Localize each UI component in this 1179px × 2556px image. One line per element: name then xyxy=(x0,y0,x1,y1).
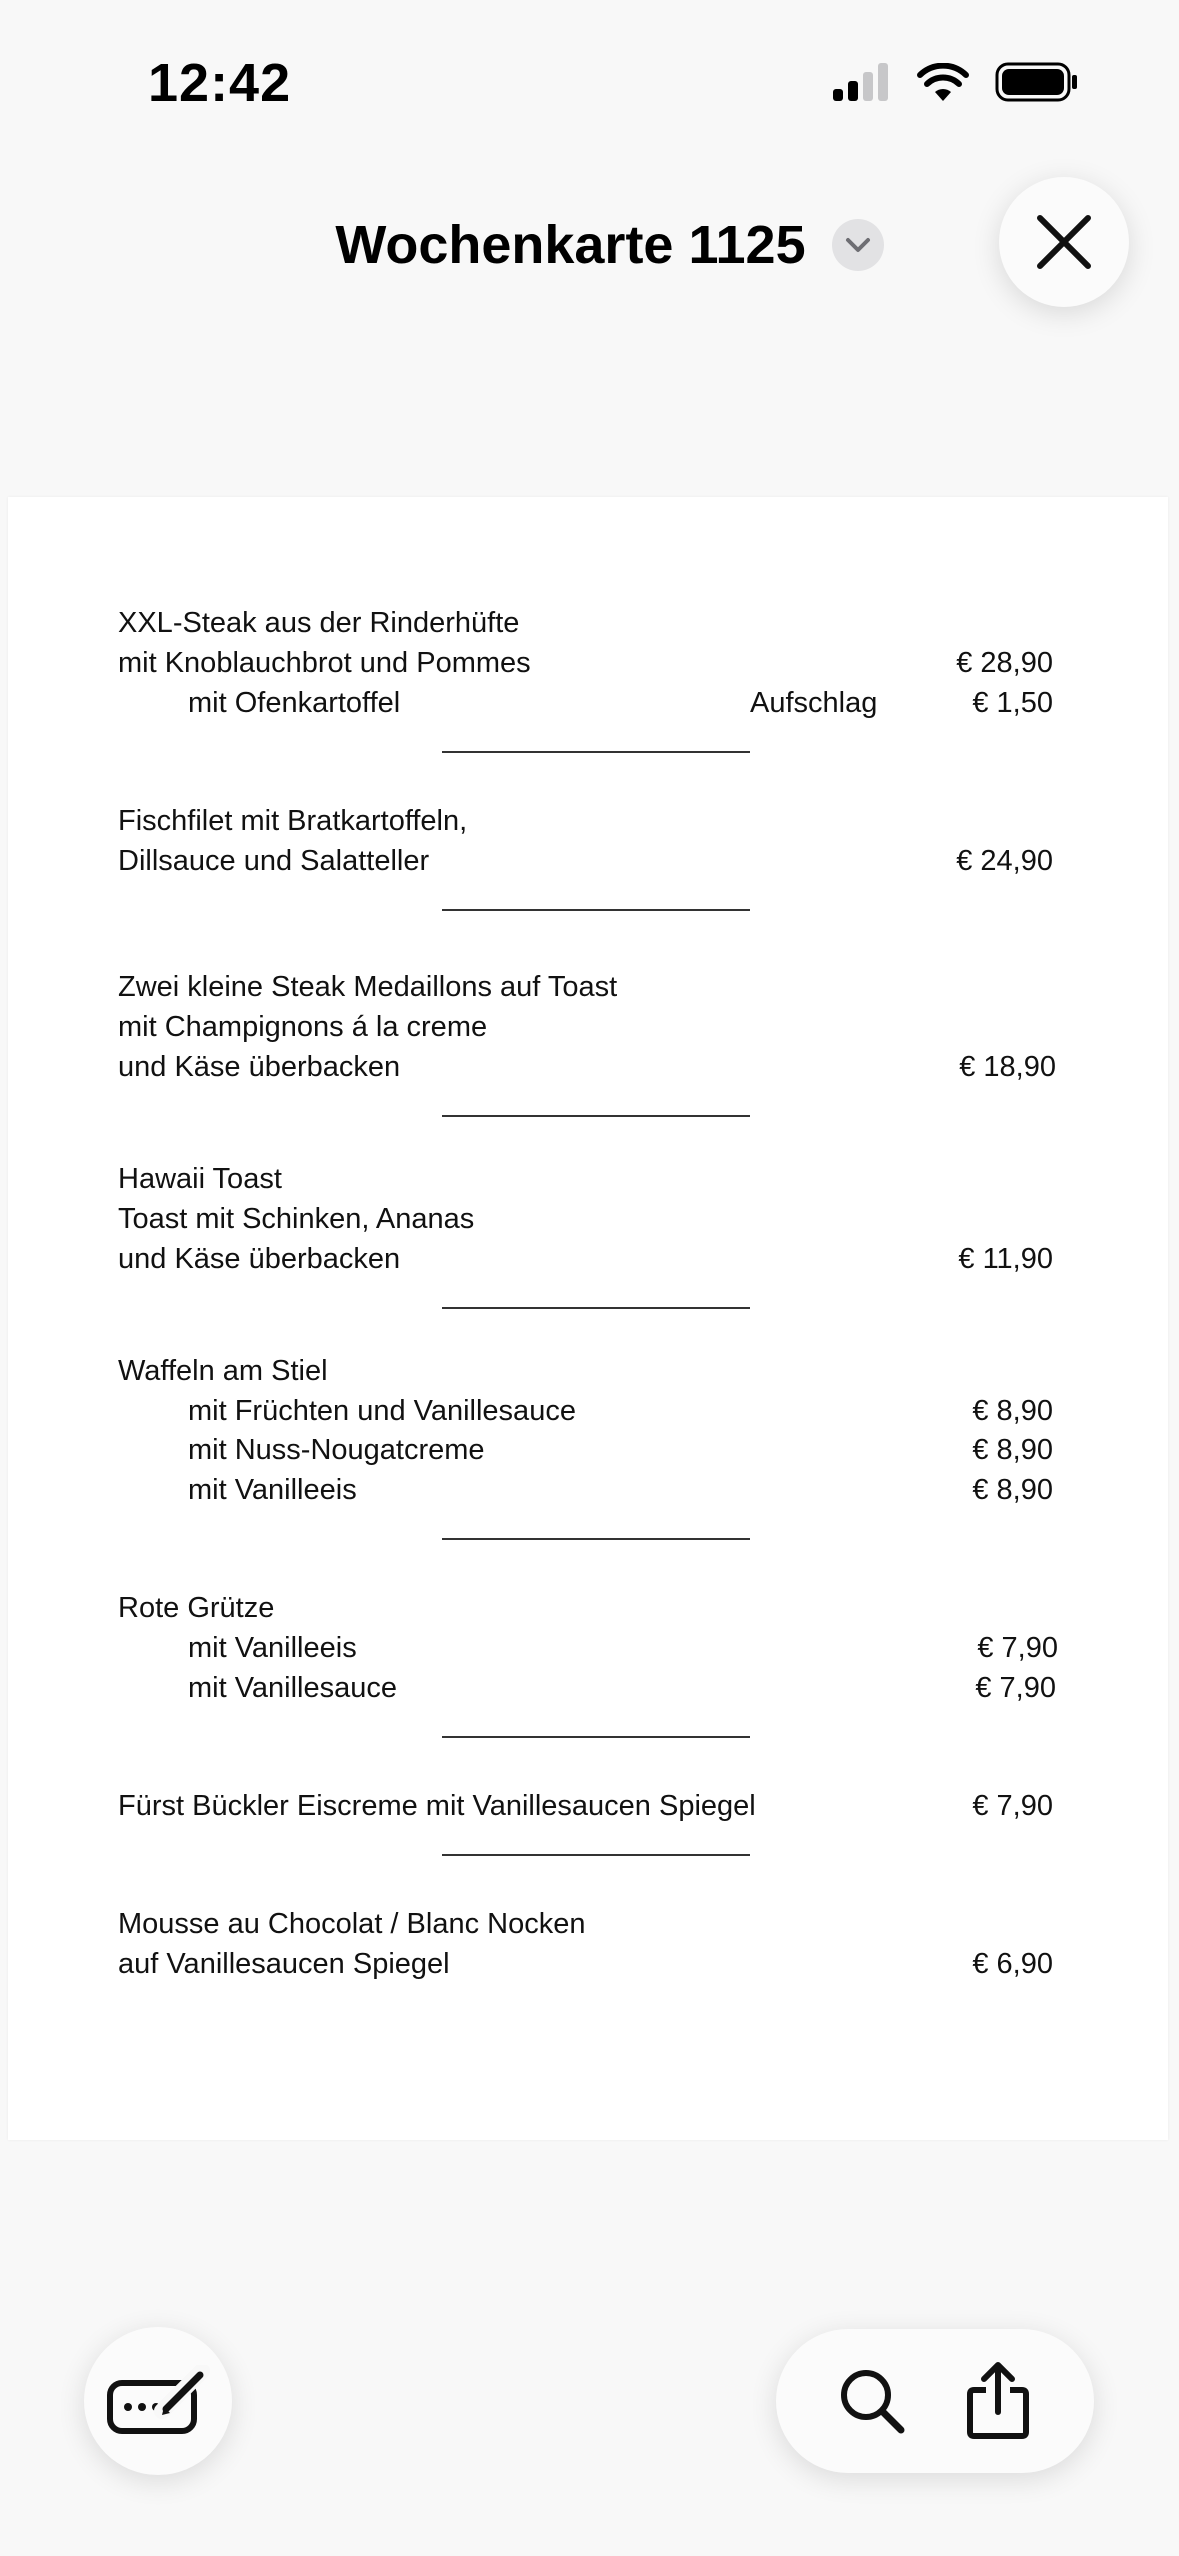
title-menu-button[interactable] xyxy=(832,219,884,271)
menu-item-line: XXL-Steak aus der Rinderhüfte xyxy=(118,607,520,639)
status-icons xyxy=(833,62,1079,102)
menu-item-price: € 28,90 xyxy=(956,647,1053,679)
menu-sub-line: mit Vanilleeis xyxy=(188,1632,357,1664)
surcharge-label: Aufschlag xyxy=(750,687,878,719)
status-bar xyxy=(0,0,1179,150)
menu-item-line: Dillsauce und Salatteller xyxy=(118,845,430,877)
document-title[interactable]: Wochenkarte 1125 xyxy=(335,215,806,275)
separator-line xyxy=(442,751,750,753)
separator-line xyxy=(442,1736,750,1738)
menu-sub-line: mit Vanillesauce xyxy=(188,1672,398,1704)
cellular-signal-icon xyxy=(833,63,891,101)
close-button[interactable] xyxy=(999,177,1129,307)
menu-item-line: auf Vanillesaucen Spiegel xyxy=(118,1948,450,1980)
document-page xyxy=(8,497,1168,2140)
menu-sub-line: mit Nuss-Nougatcreme xyxy=(188,1434,485,1466)
markup-icon xyxy=(106,2365,210,2437)
separator-line xyxy=(442,1538,750,1540)
menu-item-line: und Käse überbacken xyxy=(118,1051,401,1083)
menu-sub-price: € 7,90 xyxy=(977,1632,1058,1664)
status-time: 12:42 xyxy=(148,53,292,113)
share-icon xyxy=(966,2362,1030,2440)
menu-item-line: Zwei kleine Steak Medaillons auf Toast xyxy=(118,971,618,1003)
separator-line xyxy=(442,1854,750,1856)
menu-sub-line: mit Vanilleeis xyxy=(188,1474,357,1506)
search-icon xyxy=(837,2366,907,2436)
menu-sub-price: € 8,90 xyxy=(972,1395,1053,1427)
separator-line xyxy=(442,909,750,911)
menu-item-price: € 24,90 xyxy=(956,845,1053,877)
menu-sub-price: € 1,50 xyxy=(972,687,1053,719)
separator-line xyxy=(442,1307,750,1309)
menu-item-line: Waffeln am Stiel xyxy=(118,1355,328,1387)
wifi-icon xyxy=(917,63,969,101)
menu-item-line: Mousse au Chocolat / Blanc Nocken xyxy=(118,1908,586,1940)
menu-item-line: Hawaii Toast xyxy=(118,1163,282,1195)
menu-item-line: Fürst Bückler Eiscreme mit Vanillesaucen Spiegel xyxy=(118,1790,756,1822)
menu-item-price: € 6,90 xyxy=(972,1948,1053,1980)
markup-button[interactable] xyxy=(84,2327,232,2475)
search-button[interactable] xyxy=(817,2346,927,2456)
menu-sub-price: € 8,90 xyxy=(972,1434,1053,1466)
menu-item-price: € 7,90 xyxy=(972,1790,1053,1822)
menu-item-line: mit Knoblauchbrot und Pommes xyxy=(118,647,531,679)
menu-item-price: € 18,90 xyxy=(959,1051,1056,1083)
share-button[interactable] xyxy=(943,2346,1053,2456)
menu-item-line: und Käse überbacken xyxy=(118,1243,401,1275)
menu-item-line: Toast mit Schinken, Ananas xyxy=(118,1203,475,1235)
battery-icon xyxy=(995,62,1079,102)
menu-item-line: Fischfilet mit Bratkartoffeln, xyxy=(118,805,468,837)
chevron-down-icon xyxy=(845,236,871,254)
menu-item-price: € 11,90 xyxy=(958,1243,1053,1275)
separator-line xyxy=(442,1115,750,1117)
menu-sub-price: € 8,90 xyxy=(972,1474,1053,1506)
menu-sub-line: mit Früchten und Vanillesauce xyxy=(188,1395,576,1427)
menu-item-line: Rote Grütze xyxy=(118,1592,275,1624)
menu-sub-price: € 7,90 xyxy=(975,1672,1056,1704)
action-pill xyxy=(776,2329,1094,2473)
close-icon xyxy=(1035,213,1093,271)
menu-sub-line: mit Ofenkartoffel xyxy=(188,687,401,719)
menu-item-line: mit Champignons á la creme xyxy=(118,1011,488,1043)
